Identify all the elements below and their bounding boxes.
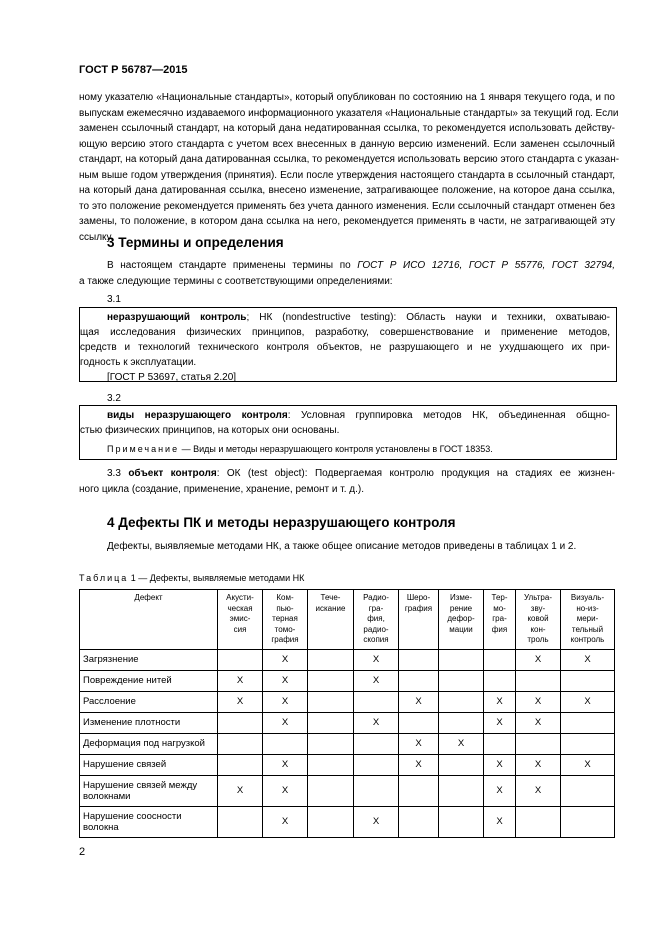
mark-cell xyxy=(561,712,615,733)
page-number: 2 xyxy=(79,846,86,858)
column-header-method: Шеро- графия xyxy=(399,590,439,650)
mark-cell xyxy=(218,649,263,670)
term-3-3-def-start: : ОК (test object): Подвергаемая контролю продукция на стадиях ее жизнен- xyxy=(216,468,615,479)
term-3-3-number: 3.3 xyxy=(107,468,121,479)
section-3-heading: 3 Термины и определения xyxy=(107,235,284,250)
mark-cell: X xyxy=(218,691,263,712)
intro-text: В настоящем стандарте применены термины по xyxy=(107,260,358,271)
table-row xyxy=(80,649,615,670)
mark-cell xyxy=(218,733,263,754)
document-header: ГОСТ Р 56787—2015 xyxy=(79,64,188,76)
section-4-heading: 4 Дефекты ПК и методы неразрушающего контроля xyxy=(107,515,456,530)
mark-cell: X xyxy=(484,691,516,712)
term-3-1-line: щая исследования физических принципов, разработку, совершенствование и применение методов, xyxy=(80,327,610,338)
intro-line: заменен ссылочный стандарт, на который дана недатированная ссылка, то рекомендуется использовать действу- xyxy=(79,123,615,134)
mark-cell: X xyxy=(263,754,308,775)
defect-cell: Повреждение нитей xyxy=(80,670,218,691)
mark-cell xyxy=(399,670,439,691)
mark-cell: X xyxy=(561,691,615,712)
mark-cell xyxy=(308,733,354,754)
mark-cell xyxy=(218,806,263,837)
mark-cell: X xyxy=(263,775,308,806)
mark-cell: X xyxy=(263,691,308,712)
defect-cell: Нарушение связей xyxy=(80,754,218,775)
mark-cell xyxy=(439,806,484,837)
mark-cell xyxy=(354,691,399,712)
mark-cell xyxy=(439,670,484,691)
mark-cell: X xyxy=(561,649,615,670)
mark-cell xyxy=(561,806,615,837)
table-row xyxy=(80,733,615,754)
mark-cell xyxy=(218,754,263,775)
intro-paragraph xyxy=(79,90,620,245)
term-3-2-box xyxy=(79,405,617,460)
term-3-3-line: ного цикла (создание, применение, хранение, ремонт и т. д.). xyxy=(79,483,365,495)
table-row xyxy=(80,712,615,733)
mark-cell xyxy=(308,691,354,712)
term-3-3 xyxy=(79,466,615,497)
section-4-intro: Дефекты, выявляемые методами НК, а также общее описание методов приведены в таблицах 1 и 2. xyxy=(107,541,577,552)
term-3-1-number: 3.1 xyxy=(107,294,121,305)
mark-cell xyxy=(561,775,615,806)
column-header-defect: Дефект xyxy=(80,590,218,650)
intro-line: то это положение рекомендуется применять без учета данного изменения. Если ссылочный стандарт отменен без xyxy=(79,200,615,212)
mark-cell: X xyxy=(516,775,561,806)
intro-line: замены, то положение, в котором дана ссылка на него, рекомендуется применять в части, не затрагивающей эту xyxy=(79,216,615,227)
mark-cell xyxy=(399,712,439,733)
mark-cell xyxy=(439,754,484,775)
mark-cell: X xyxy=(263,712,308,733)
column-header-method: Тер- мо- гра- фия xyxy=(484,590,516,650)
mark-cell xyxy=(516,670,561,691)
table-row xyxy=(80,775,615,806)
table-row xyxy=(80,806,615,837)
defect-cell: Расслоение xyxy=(80,691,218,712)
term-3-2-name: виды неразрушающего контроля xyxy=(107,410,288,421)
mark-cell xyxy=(218,712,263,733)
mark-cell xyxy=(439,775,484,806)
mark-cell: X xyxy=(263,649,308,670)
mark-cell xyxy=(484,670,516,691)
mark-cell xyxy=(308,775,354,806)
mark-cell xyxy=(354,754,399,775)
column-header-method: Акусти- ческая эмис- сия xyxy=(218,590,263,650)
term-3-1-line: средств и технологий технического контроля объектов, не разрушающего и не ухудшающего их при- xyxy=(80,342,610,353)
mark-cell xyxy=(354,733,399,754)
defect-cell: Изменение плотности xyxy=(80,712,218,733)
mark-cell xyxy=(561,733,615,754)
mark-cell: X xyxy=(484,712,516,733)
standard-refs: ГОСТ Р ИСО 12716, ГОСТ Р 55776, ГОСТ 32794, xyxy=(357,260,615,271)
term-3-2-line: стью физических принципов, на которых они основаны. xyxy=(80,425,340,436)
mark-cell xyxy=(439,691,484,712)
mark-cell: X xyxy=(399,754,439,775)
mark-cell: X xyxy=(263,670,308,691)
table-caption: Таблица 1 — Дефекты, выявляемые методами НК xyxy=(79,573,305,583)
mark-cell xyxy=(354,775,399,806)
column-header-method: Ультра- зву- ковой кон- троль xyxy=(516,590,561,650)
intro-line: стандарт, на который дана датированная ссылка, то рекомендуется использовать версию этого стандарта с указан- xyxy=(79,154,620,165)
mark-cell: X xyxy=(218,775,263,806)
column-header-method: Визуаль- но-из- мери- тельный контроль xyxy=(561,590,615,650)
table-row xyxy=(80,670,615,691)
note-label: Примечание xyxy=(107,444,180,454)
defects-table xyxy=(79,589,615,838)
mark-cell xyxy=(484,733,516,754)
term-3-1-name: неразрушающий контроль xyxy=(107,312,247,323)
section-3-intro xyxy=(79,258,615,289)
term-3-1-def-start: ; НК (nondestructive testing): Область науки и техники, охватываю- xyxy=(246,312,610,323)
intro-line-2: а также следующие термины с соответствующими определениями: xyxy=(79,275,393,287)
mark-cell: X xyxy=(354,670,399,691)
mark-cell xyxy=(399,806,439,837)
term-3-1-box xyxy=(79,307,617,382)
mark-cell: X xyxy=(516,649,561,670)
intro-line: ным выше годом утверждения (принятия). Если после утверждения настоящего стандарта в ссылочный стандарт, xyxy=(79,169,615,181)
column-header-method: Радио- гра- фия, радио- скопия xyxy=(354,590,399,650)
mark-cell: X xyxy=(354,649,399,670)
mark-cell xyxy=(399,649,439,670)
intro-line: ному указателю «Национальные стандарты», который опубликован по состоянию на 1 января текущего года, и по xyxy=(79,92,615,103)
mark-cell xyxy=(484,649,516,670)
mark-cell: X xyxy=(516,754,561,775)
mark-cell xyxy=(308,806,354,837)
column-header-method: Тече- искание xyxy=(308,590,354,650)
term-3-2-def-start: : Условная группировка методов НК, объединенная общно- xyxy=(287,410,610,421)
mark-cell xyxy=(308,754,354,775)
mark-cell xyxy=(439,712,484,733)
mark-cell: X xyxy=(399,733,439,754)
table-row xyxy=(80,754,615,775)
mark-cell: X xyxy=(516,691,561,712)
mark-cell: X xyxy=(399,691,439,712)
column-header-method: Ком- пью- терная томо- графия xyxy=(263,590,308,650)
defect-cell: Нарушение соосности волокна xyxy=(80,806,218,837)
mark-cell xyxy=(308,712,354,733)
intro-line: выпускам ежемесячно издаваемого информационного указателя «Национальные стандарты» за текущий год. Если xyxy=(79,107,619,119)
mark-cell: X xyxy=(516,712,561,733)
mark-cell xyxy=(308,649,354,670)
column-header-method: Изме- рение дефор- мации xyxy=(439,590,484,650)
mark-cell: X xyxy=(484,754,516,775)
defect-cell: Деформация под нагрузкой xyxy=(80,733,218,754)
mark-cell xyxy=(439,649,484,670)
mark-cell: X xyxy=(561,754,615,775)
defect-cell: Загрязнение xyxy=(80,649,218,670)
mark-cell xyxy=(561,670,615,691)
term-3-1-line: годность к эксплуатации. xyxy=(80,357,197,368)
intro-line: ссылку. xyxy=(79,231,114,243)
mark-cell: X xyxy=(354,712,399,733)
mark-cell xyxy=(516,733,561,754)
mark-cell xyxy=(399,775,439,806)
mark-cell: X xyxy=(263,806,308,837)
defect-cell: Нарушение связей между волокнами xyxy=(80,775,218,806)
mark-cell xyxy=(516,806,561,837)
mark-cell xyxy=(263,733,308,754)
term-3-3-name: объект контроля xyxy=(128,468,217,479)
mark-cell: X xyxy=(218,670,263,691)
mark-cell: X xyxy=(354,806,399,837)
mark-cell: X xyxy=(484,806,516,837)
mark-cell xyxy=(308,670,354,691)
mark-cell: X xyxy=(439,733,484,754)
mark-cell: X xyxy=(484,775,516,806)
table-row xyxy=(80,691,615,712)
intro-line: ющую версию этого стандарта с учетом всех внесенных в данную версию изменений. Если заменен ссылочный xyxy=(79,138,615,150)
term-3-2-number: 3.2 xyxy=(107,393,121,404)
intro-line: на который дана датированная ссылка, внесено изменение, затрагивающее положение, на которое дана ссылка, xyxy=(79,185,615,196)
note-text: — Виды и методы неразрушающего контроля установлены в ГОСТ 18353. xyxy=(179,444,493,454)
term-3-1-source: [ГОСТ Р 53697, статья 2.20] xyxy=(107,372,237,383)
